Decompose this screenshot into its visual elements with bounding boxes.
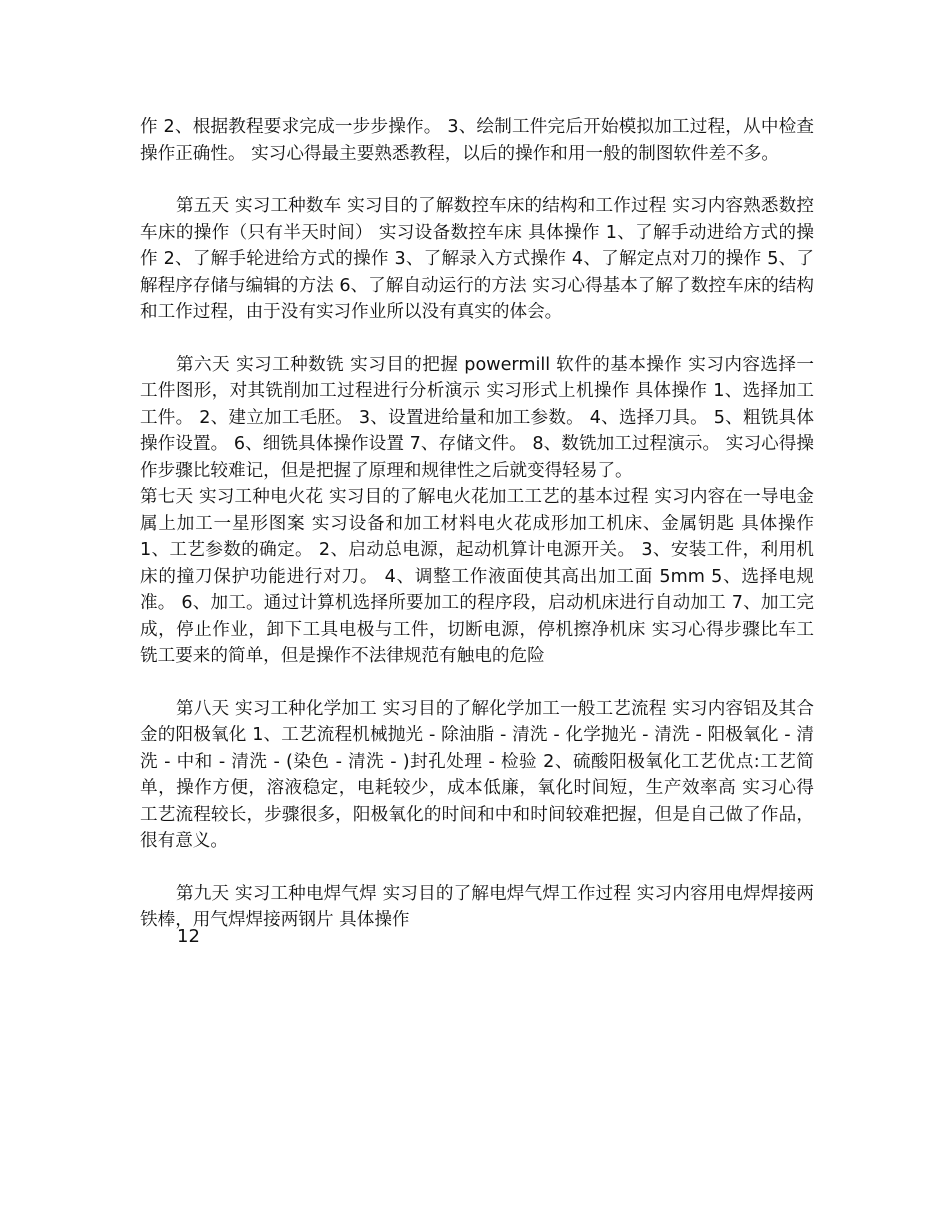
paragraph-gap [140, 326, 814, 352]
paragraph-gap [140, 855, 814, 881]
document-body [140, 114, 814, 934]
page-number: 12 [177, 926, 200, 947]
paragraph-day-7: 第七天 实习工种电火花 实习目的了解电火花加工工艺的基本过程 实习内容在一导电金属上加工一星形图案 实习设备和加工材料电火花成形加工机床、金属钥匙 具体操作 1、工艺参数的确定。 2、启动总电源，起动机算计电源开关。 3、安装工件，利用机床的撞刀保护功能进行对刀。 4、调整工作液面使其高出加工面 5mm 5、选择电规准。 6、加工。通过计算机选择所要加工的程序段，启动机床进行自动加工 7、加工完成，停止作业，卸下工具电极与工件，切断电源，停机擦净机床 实习心得步骤比车工铣工要来的简单，但是操作不法律规范有触电的危险 [140, 487, 814, 666]
paragraph-day-9: 第九天 实习工种电焊气焊 实习目的了解电焊气焊工作过程 实习内容用电焊焊接两铁棒，用气焊焊接两钢片 具体操作 [140, 883, 814, 930]
paragraph-gap [140, 167, 814, 193]
paragraph-day-5: 第五天 实习工种数车 实习目的了解数控车床的结构和工作过程 实习内容熟悉数控车床的操作（只有半天时间） 实习设备数控车床 具体操作 1、了解手动进给方式的操作 2、了解手轮进给方式的操作 3、了解录入方式操作 4、了解定点对刀的操作 5、了解程序存储与编辑的方法 6、了解自动运行的方法 实习心得基本了解了数控车床的结构和工作过程，由于没有实习作业所以没有真实的体会。 [140, 196, 814, 322]
paragraph-continuation: 作 2、根据教程要求完成一步步操作。 3、绘制工件完后开始模拟加工过程，从中检查操作正确性。 实习心得最主要熟悉教程，以后的操作和用一般的制图软件差不多。 [140, 117, 814, 164]
paragraph-gap [140, 670, 814, 696]
paragraph-day-8: 第八天 实习工种化学加工 实习目的了解化学加工一般工艺流程 实习内容铝及其合金的阳极氧化 1、工艺流程机械抛光 - 除油脂 - 清洗 - 化学抛光 - 清洗 - 阳极氧化 - 清洗 - 中和 - 清洗 - (染色 - 清洗 - )封孔处理 - 检验 2、硫酸阳极氧化工艺优点:工艺简单，操作方便，溶液稳定，电耗较少，成本低廉，氧化时间短，生产效率高 实习心得工艺流程较长，步骤很多，阳极氧化的时间和中和时间较难把握，但是自己做了作品，很有意义。 [140, 698, 814, 851]
paragraph-day-6: 第六天 实习工种数铣 实习目的把握 powermill 软件的基本操作 实习内容选择一工件图形，对其铣削加工过程进行分析演示 实习形式上机操作 具体操作 1、选择加工工件。 2、建立加工毛胚。 3、设置进给量和加工参数。 4、选择刀具。 5、粗铣具体操作设置。 6、细铣具体操作设置 7、存储文件。 8、数铣加工过程演示。 实习心得操作步骤比较难记，但是把握了原理和规律性之后就变得轻易了。 [140, 354, 814, 481]
